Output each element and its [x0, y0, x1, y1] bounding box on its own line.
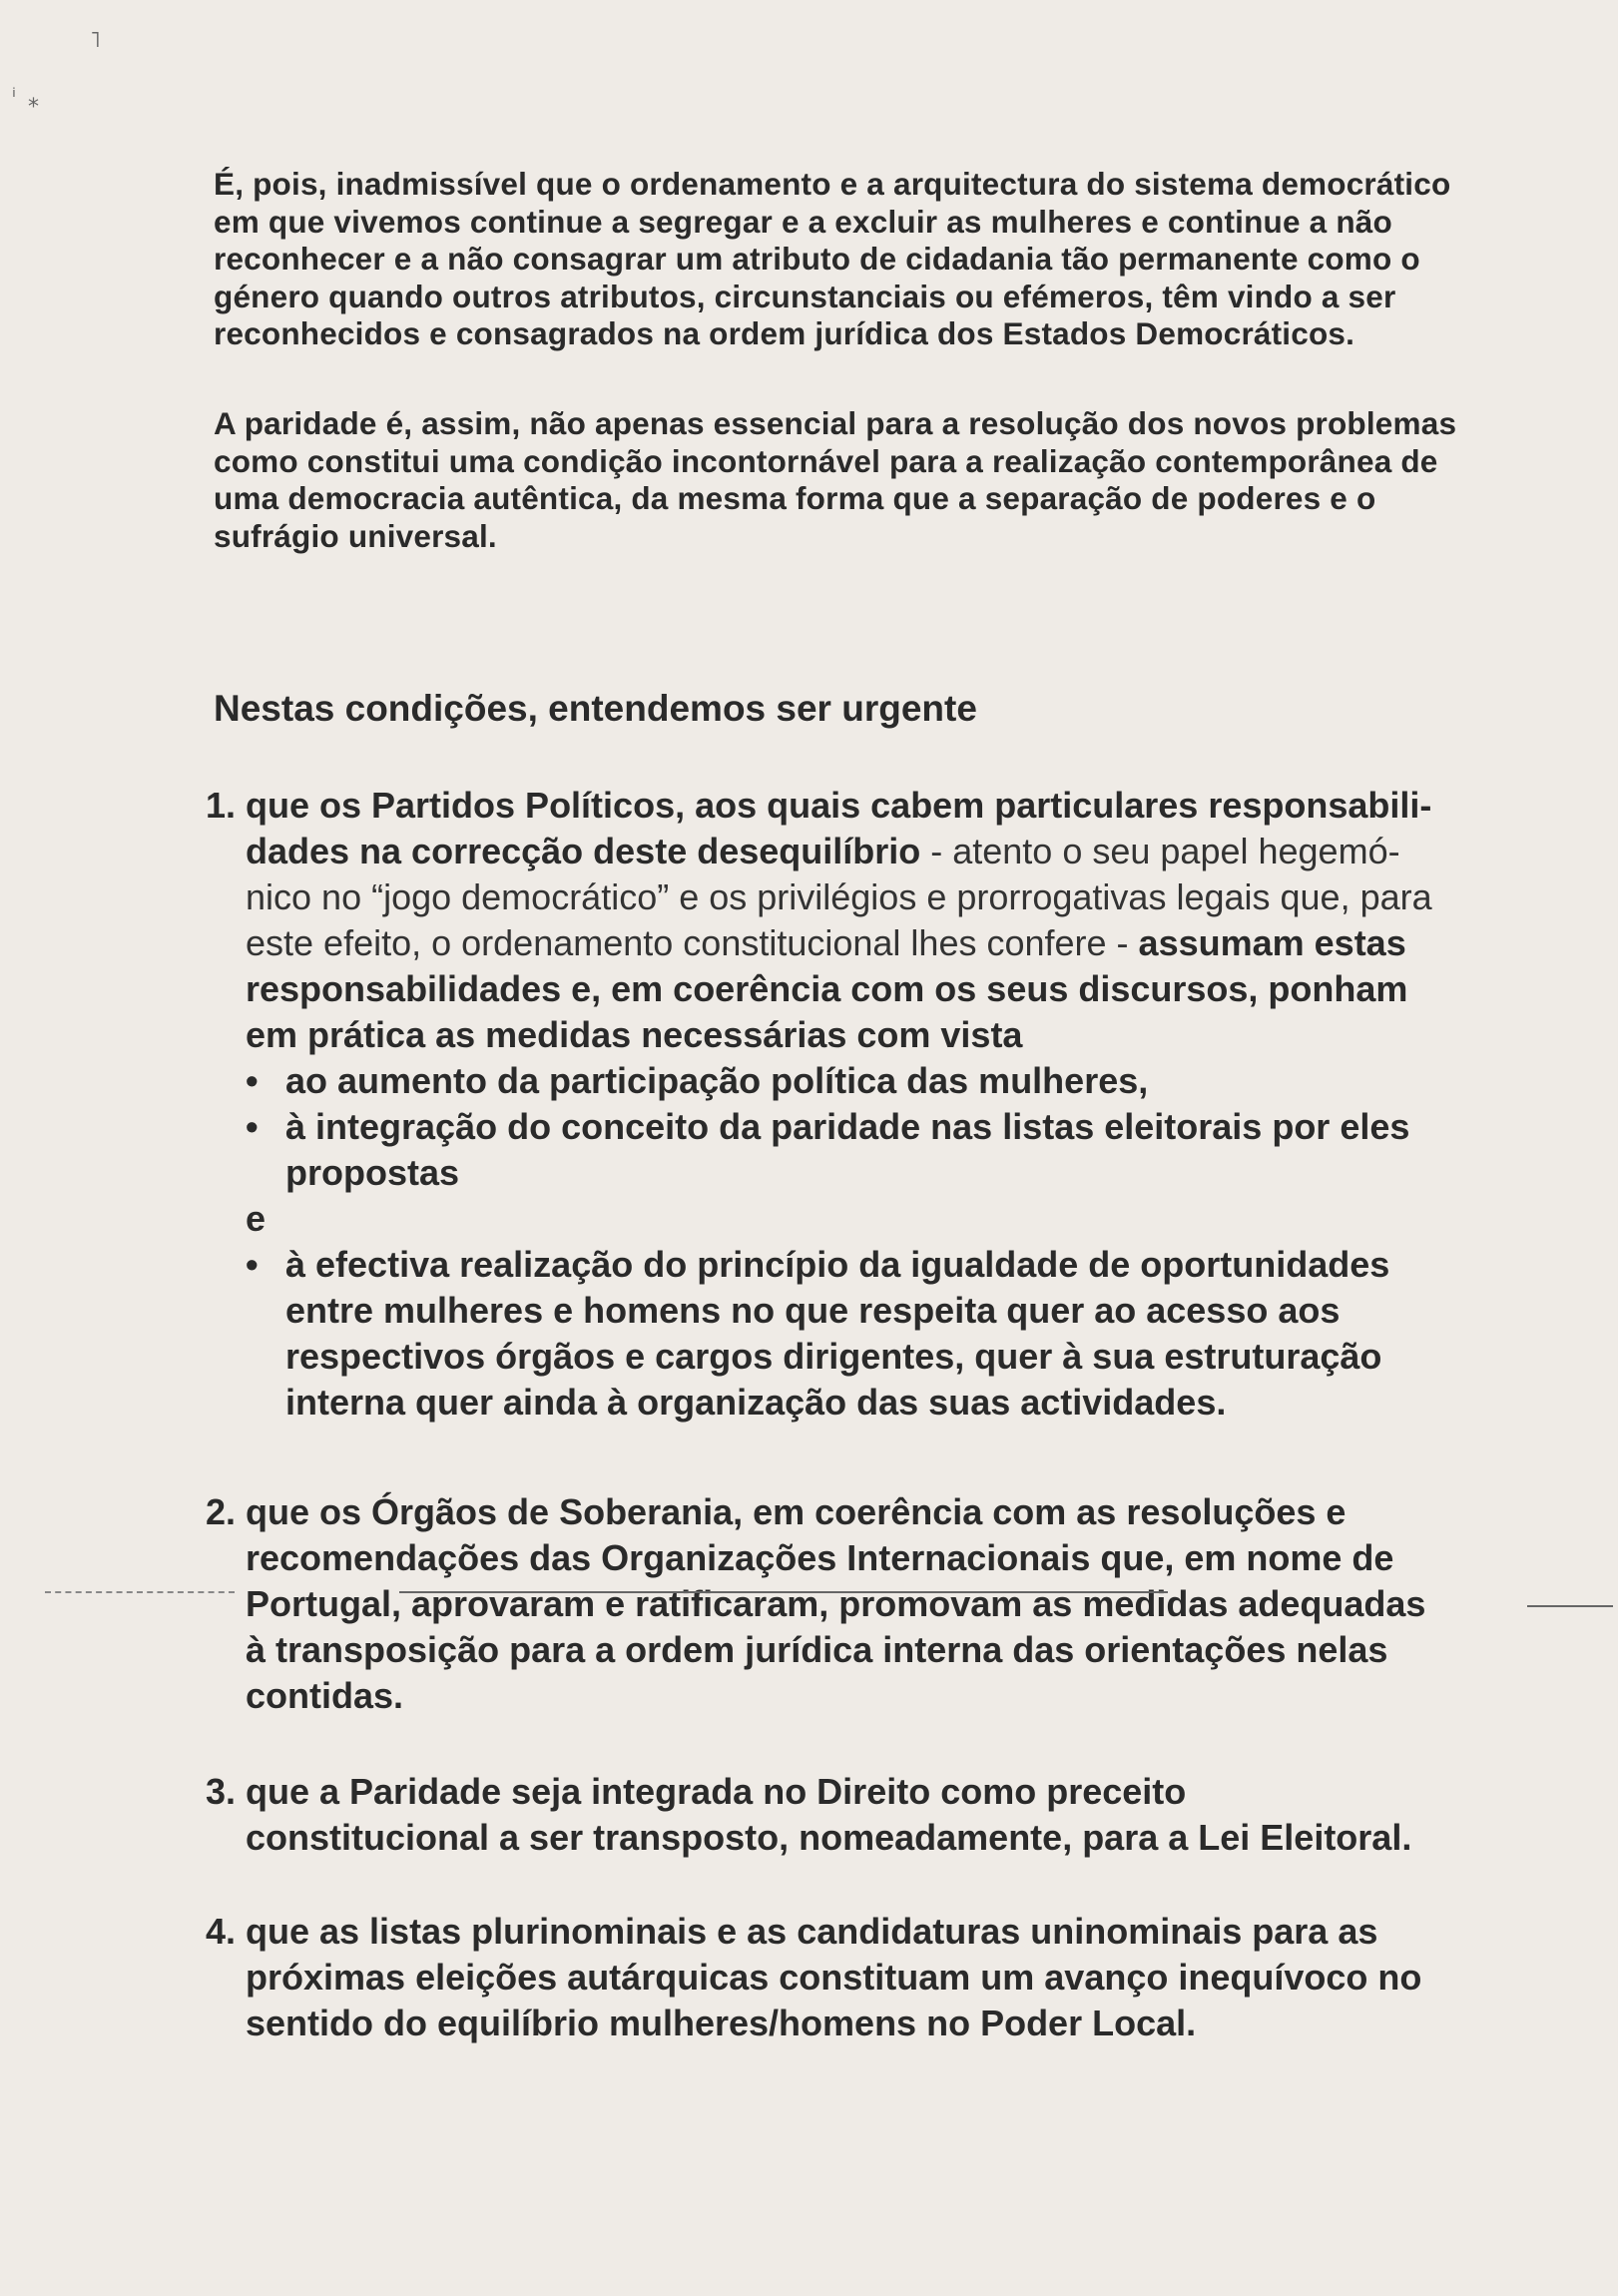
- bullet-text: interna quer ainda à organização das suas actividades.: [285, 1382, 1227, 1423]
- paragraph-2: [214, 405, 1531, 555]
- item-line: que as listas plurinominais e as candidaturas uninominais para as: [246, 1911, 1378, 1952]
- scan-speck: ˥: [90, 28, 101, 53]
- item-2-body: [246, 1489, 1543, 1719]
- paragraph-1-line: em que vivemos continue a segregar e a excluir as mulheres e continue a não: [214, 203, 1392, 240]
- item-number: 2.: [206, 1491, 237, 1532]
- bullet-text: à integração do conceito da paridade nas listas eleitorais por eles: [285, 1106, 1410, 1147]
- item-line: à transposição para a ordem jurídica interna das orientações nelas: [246, 1629, 1388, 1670]
- bullet-text: propostas: [285, 1152, 460, 1193]
- bullet-text: ao aumento da participação política das mulheres,: [285, 1060, 1149, 1101]
- bullet-text: entre mulheres e homens no que respeita quer ao acesso aos: [285, 1290, 1341, 1331]
- bullet-icon: •: [246, 1244, 259, 1285]
- item-number: 3.: [206, 1771, 237, 1812]
- fold-line-right: [1527, 1605, 1613, 1607]
- item-line: contidas.: [246, 1675, 404, 1716]
- item-number: 1.: [206, 785, 237, 826]
- item-line: nico no “jogo democrático” e os privilégios e prorrogativas legais que, para: [246, 876, 1432, 917]
- bullet-item: [246, 1104, 1543, 1196]
- paragraph-2-line: uma democracia autêntica, da mesma forma que a separação de poderes e o: [214, 480, 1376, 516]
- conjunction: e: [246, 1198, 267, 1239]
- item-line: responsabilidades e, em coerência com os seus discursos, ponham: [246, 968, 1408, 1009]
- section-heading: Nestas condições, entendemos ser urgente: [214, 688, 977, 729]
- scan-speck: ᵢ: [12, 78, 16, 103]
- paragraph-1-line: É, pois, inadmissível que o ordenamento e a arquitectura do sistema democrático: [214, 166, 1451, 202]
- item-line-normal: este efeito, o ordenamento constitucional lhes confere -: [246, 922, 1139, 963]
- item-line: constitucional a ser transposto, nomeadamente, para a Lei Eleitoral.: [246, 1817, 1412, 1858]
- item-4-body: [246, 1909, 1543, 2046]
- item-line-bold: assumam estas: [1138, 922, 1406, 963]
- fold-line-left: [45, 1591, 235, 1593]
- item-line: próximas eleições autárquicas constituam um avanço inequívoco no: [246, 1957, 1422, 1998]
- item-line: Portugal, aprovaram e ratificaram, promovam as medidas adequadas: [246, 1583, 1426, 1624]
- item-line: recomendações das Organizações Internacionais que, em nome de: [246, 1537, 1394, 1578]
- bullet-item: [246, 1242, 1543, 1426]
- bullet-icon: •: [246, 1060, 259, 1101]
- item-line-bold: dades na correcção deste desequilíbrio: [246, 831, 921, 871]
- item-1-body: [246, 783, 1543, 1426]
- paragraph-2-line: sufrágio universal.: [214, 517, 497, 554]
- paragraph-2-line: como constitui uma condição incontornável para a realização contemporânea de: [214, 442, 1438, 479]
- item-line: que os Partidos Políticos, aos quais cabem particulares responsabili-: [246, 785, 1432, 826]
- bullet-item: [246, 1058, 1543, 1104]
- scan-speck: *: [28, 95, 39, 120]
- paragraph-1: [214, 166, 1531, 353]
- paragraph-1-line: reconhecer e a não consagrar um atributo de cidadania tão permanente como o: [214, 241, 1420, 277]
- paragraph-2-line: A paridade é, assim, não apenas essencial para a resolução dos novos problemas: [214, 405, 1457, 441]
- item-line: que os Órgãos de Soberania, em coerência com as resoluções e: [246, 1491, 1347, 1532]
- item-line: sentido do equilíbrio mulheres/homens no Poder Local.: [246, 2003, 1197, 2043]
- item-line: que a Paridade seja integrada no Direito como preceito: [246, 1771, 1187, 1812]
- item-3-body: [246, 1769, 1543, 1861]
- bullet-icon: •: [246, 1106, 259, 1147]
- item-number: 4.: [206, 1911, 237, 1952]
- bullet-text: à efectiva realização do princípio da igualdade de oportunidades: [285, 1244, 1390, 1285]
- paragraph-1-line: género quando outros atributos, circunstanciais ou efémeros, têm vindo a ser: [214, 278, 1396, 314]
- fold-line-middle: [399, 1591, 1168, 1593]
- paragraph-1-line: reconhecidos e consagrados na ordem jurídica dos Estados Democráticos.: [214, 315, 1355, 351]
- item-line-normal: - atento o seu papel hegemó-: [920, 831, 1400, 871]
- item-line: em prática as medidas necessárias com vista: [246, 1014, 1023, 1055]
- bullet-text: respectivos órgãos e cargos dirigentes, quer à sua estruturação: [285, 1336, 1382, 1377]
